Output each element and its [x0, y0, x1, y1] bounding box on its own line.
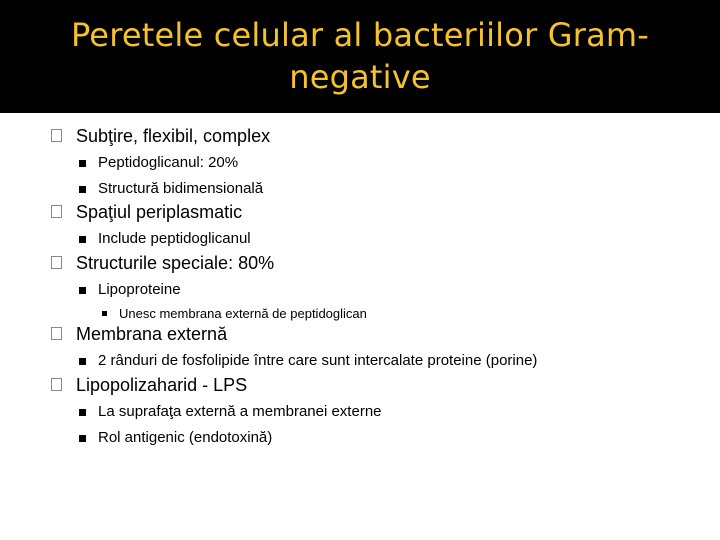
sub-bullet-text: Include peptidoglicanul — [98, 230, 251, 247]
sub-sub-bullet-text: Unesc membrana externă de peptidoglican — [119, 306, 367, 321]
square-bullet-icon — [51, 256, 62, 269]
bullet-text: Membrana externă — [76, 324, 228, 344]
sub-bullet-text: Peptidoglicanul: 20% — [98, 154, 239, 171]
square-bullet-icon — [102, 311, 107, 316]
square-bullet-icon — [51, 378, 62, 391]
square-bullet-icon — [79, 287, 86, 294]
sub-bullet-text: Rol antigenic (endotoxină) — [98, 429, 273, 446]
slide-title: Peretele celular al bacteriilor Gram-negative — [70, 16, 650, 96]
bullet-text: Subţire, flexibil, complex — [76, 126, 271, 146]
square-bullet-icon — [79, 236, 86, 243]
sub-bullet-text: Structură bidimensională — [98, 180, 264, 197]
sub-bullet-text: Lipoproteine — [98, 281, 181, 298]
square-bullet-icon — [79, 358, 86, 365]
bullet-text: Lipopolizaharid - LPS — [76, 375, 248, 395]
bullet-text: Spaţiul periplasmatic — [76, 202, 243, 222]
sub-bullet-text: 2 rânduri de fosfolipide între care sunt intercalate proteine (porine) — [98, 352, 538, 369]
square-bullet-icon — [79, 186, 86, 193]
square-bullet-icon — [51, 205, 62, 218]
square-bullet-icon — [79, 435, 86, 442]
square-bullet-icon — [51, 327, 62, 340]
bullet-text: Structurile speciale: 80% — [76, 253, 275, 273]
square-bullet-icon — [79, 409, 86, 416]
square-bullet-icon — [79, 160, 86, 167]
square-bullet-icon — [51, 129, 62, 142]
sub-bullet-text: La suprafaţa externă a membranei externe — [98, 403, 382, 420]
